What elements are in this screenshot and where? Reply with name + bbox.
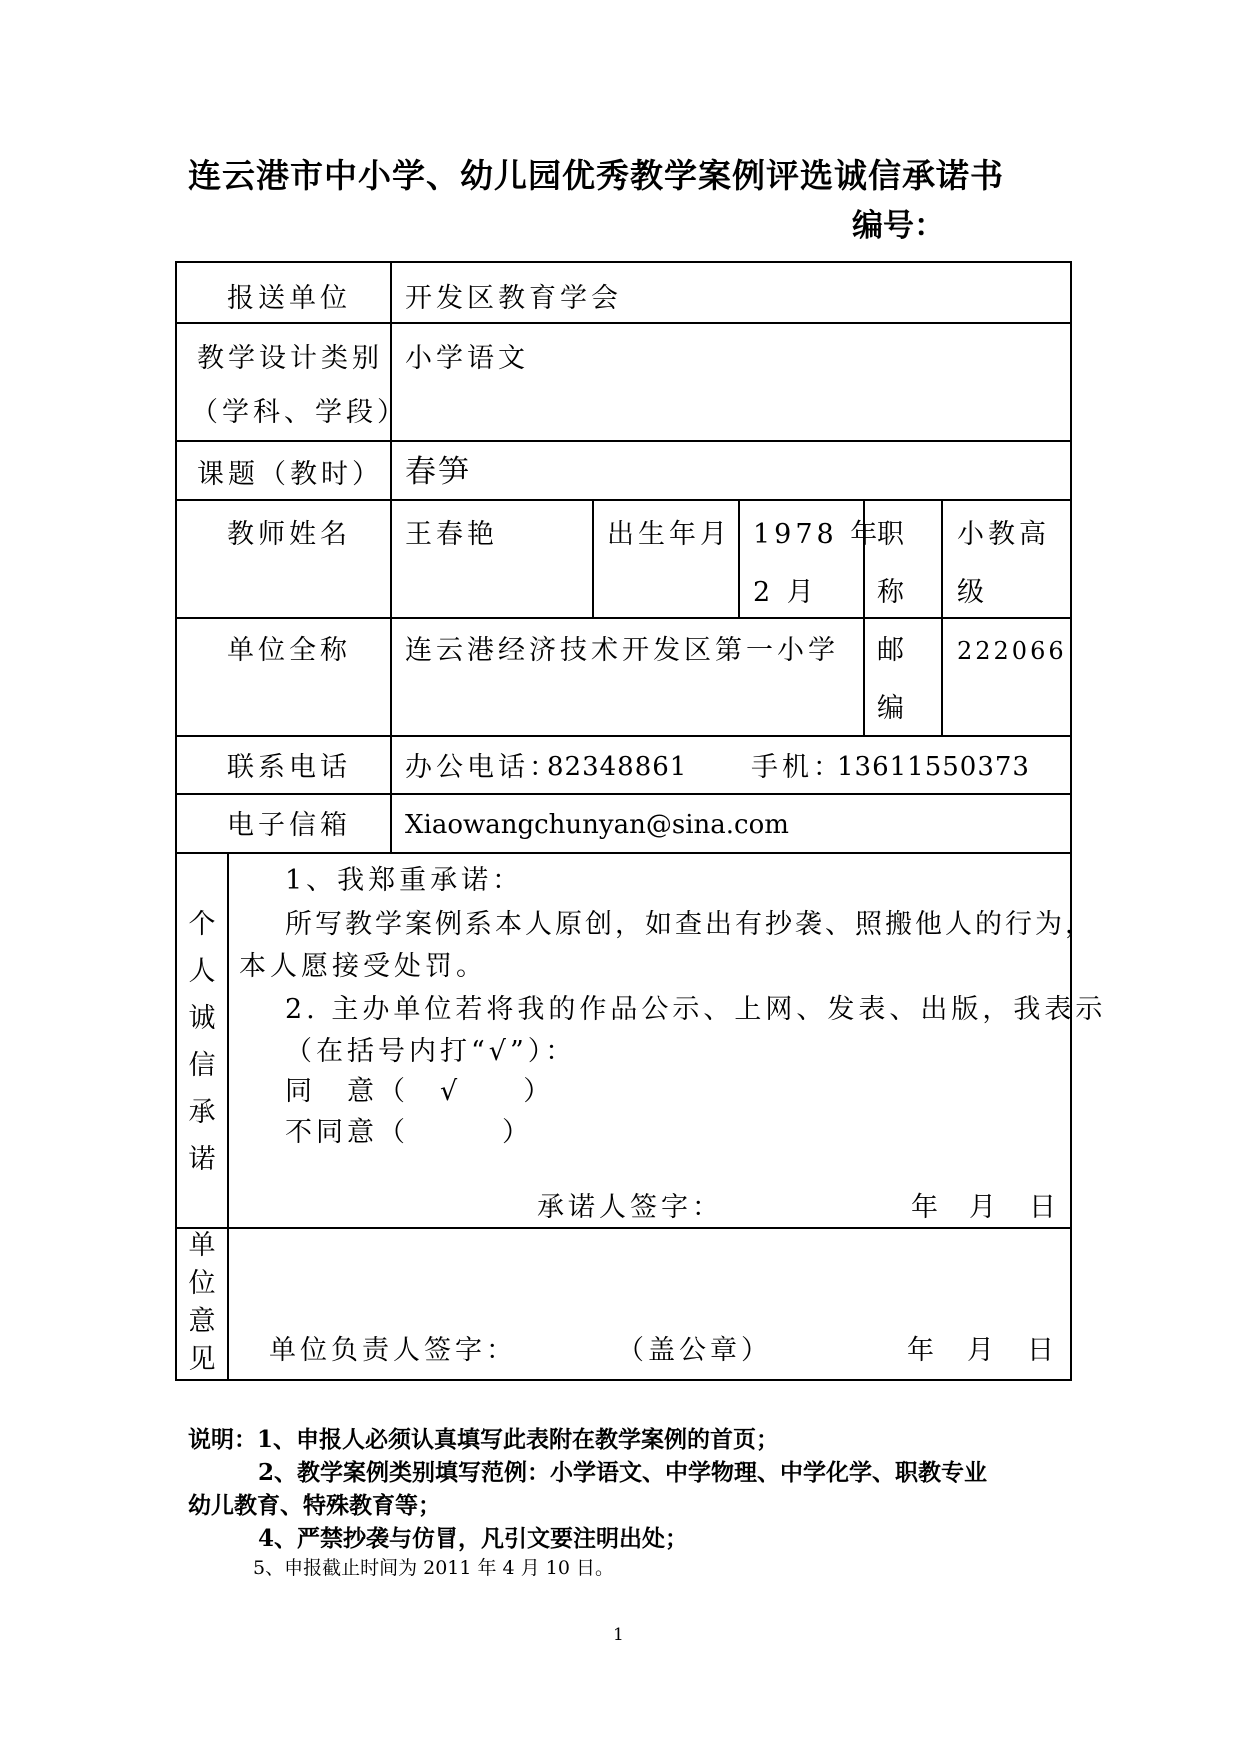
phone-label: 联系电话 <box>227 752 351 783</box>
note-2: 2、教学案例类别填写范例：小学语文、中学物理、中学化学、职教专业 <box>258 1459 988 1486</box>
school-label: 单位全称 <box>227 635 351 666</box>
office-phone-value: 82348861 <box>547 752 688 782</box>
pledge-month: 月 <box>969 1192 1000 1223</box>
pledge-form-table <box>175 261 1107 1381</box>
zip-label-1: 邮 <box>877 635 908 666</box>
opinion-signature-label: 单位负责人签字： <box>269 1335 517 1366</box>
pledge-year: 年 <box>911 1192 942 1223</box>
pledge-line-4: 2. 主办单位若将我的作品公示、上网、发表、出版，我表示 <box>285 994 1107 1025</box>
office-phone-label: 办公电话： <box>405 752 560 783</box>
note-4: 4、严禁抄袭与仿冒，凡引文要注明出处； <box>258 1525 689 1552</box>
agree-option: 同 意（ √ ） <box>285 1076 555 1107</box>
notes <box>188 1423 987 1555</box>
topic-value: 春笋 <box>405 454 471 490</box>
page-number: 1 <box>613 1625 624 1645</box>
pledge-day: 日 <box>1029 1192 1060 1223</box>
email-value: Xiaowangchunyan@sina.com <box>405 810 789 840</box>
topic-label: 课题（教时） <box>197 459 383 490</box>
school-value: 连云港经济技术开发区第一小学 <box>405 635 839 666</box>
category-label: 教学设计类别 <box>197 343 383 374</box>
note-2-continued: 幼儿教育、特殊教育等； <box>188 1492 441 1519</box>
zip-value: 222066 <box>957 637 1067 665</box>
birth-value-line1: 1978 年 <box>753 519 882 550</box>
pledge-signature-label: 承诺人签字： <box>537 1192 723 1223</box>
job-title-label-1: 职 <box>877 519 908 550</box>
opinion-month: 月 <box>967 1335 998 1366</box>
disagree-option: 不同意（ ） <box>285 1117 533 1148</box>
email-label: 电子信箱 <box>227 810 351 841</box>
mobile-label: 手机： <box>751 752 844 783</box>
pledge-line-3: 本人愿接受处罚。 <box>239 951 487 982</box>
unit-value: 开发区教育学会 <box>405 283 622 314</box>
zip-label-2: 编 <box>877 693 908 724</box>
job-title-value-2: 级 <box>957 577 988 608</box>
pledge-line-1: 1、我郑重承诺： <box>285 865 524 896</box>
pledge-line-5: （在括号内打“√”）： <box>285 1036 577 1067</box>
official-seal-label: （盖公章） <box>617 1335 772 1366</box>
job-title-label-2: 称 <box>877 577 908 608</box>
birth-label: 出生年月 <box>607 519 731 550</box>
teacher-name-label: 教师姓名 <box>227 519 351 550</box>
note-1: 说明：1、申报人必须认真填写此表附在教学案例的首页； <box>188 1426 780 1453</box>
opinion-year: 年 <box>907 1335 938 1366</box>
note-5: 5、申报截止时间为 2011 年 4 月 10 日。 <box>253 1557 614 1579</box>
unit-label: 报送单位 <box>227 283 351 314</box>
opinion-side-label: 单 位 意 见 <box>188 1230 216 1375</box>
job-title-value-1: 小教高 <box>957 519 1050 550</box>
pledge-line-2: 所写教学案例系本人原创，如查出有抄袭、照搬他人的行为， <box>285 909 1095 940</box>
birth-value-line2: 2 月 <box>753 577 818 608</box>
document-title: 连云港市中小学、幼儿园优秀教学案例评选诚信承诺书 <box>188 156 1004 195</box>
opinion-day: 日 <box>1027 1335 1058 1366</box>
category-value: 小学语文 <box>405 343 529 374</box>
teacher-name-value: 王春艳 <box>405 519 498 550</box>
mobile-value: 13611550373 <box>837 752 1030 782</box>
pledge-side-label: 个 人 诚 信 承 诺 <box>188 909 216 1175</box>
category-label-sub: （学科、学段） <box>191 397 408 428</box>
number-label: 编号： <box>852 208 945 244</box>
